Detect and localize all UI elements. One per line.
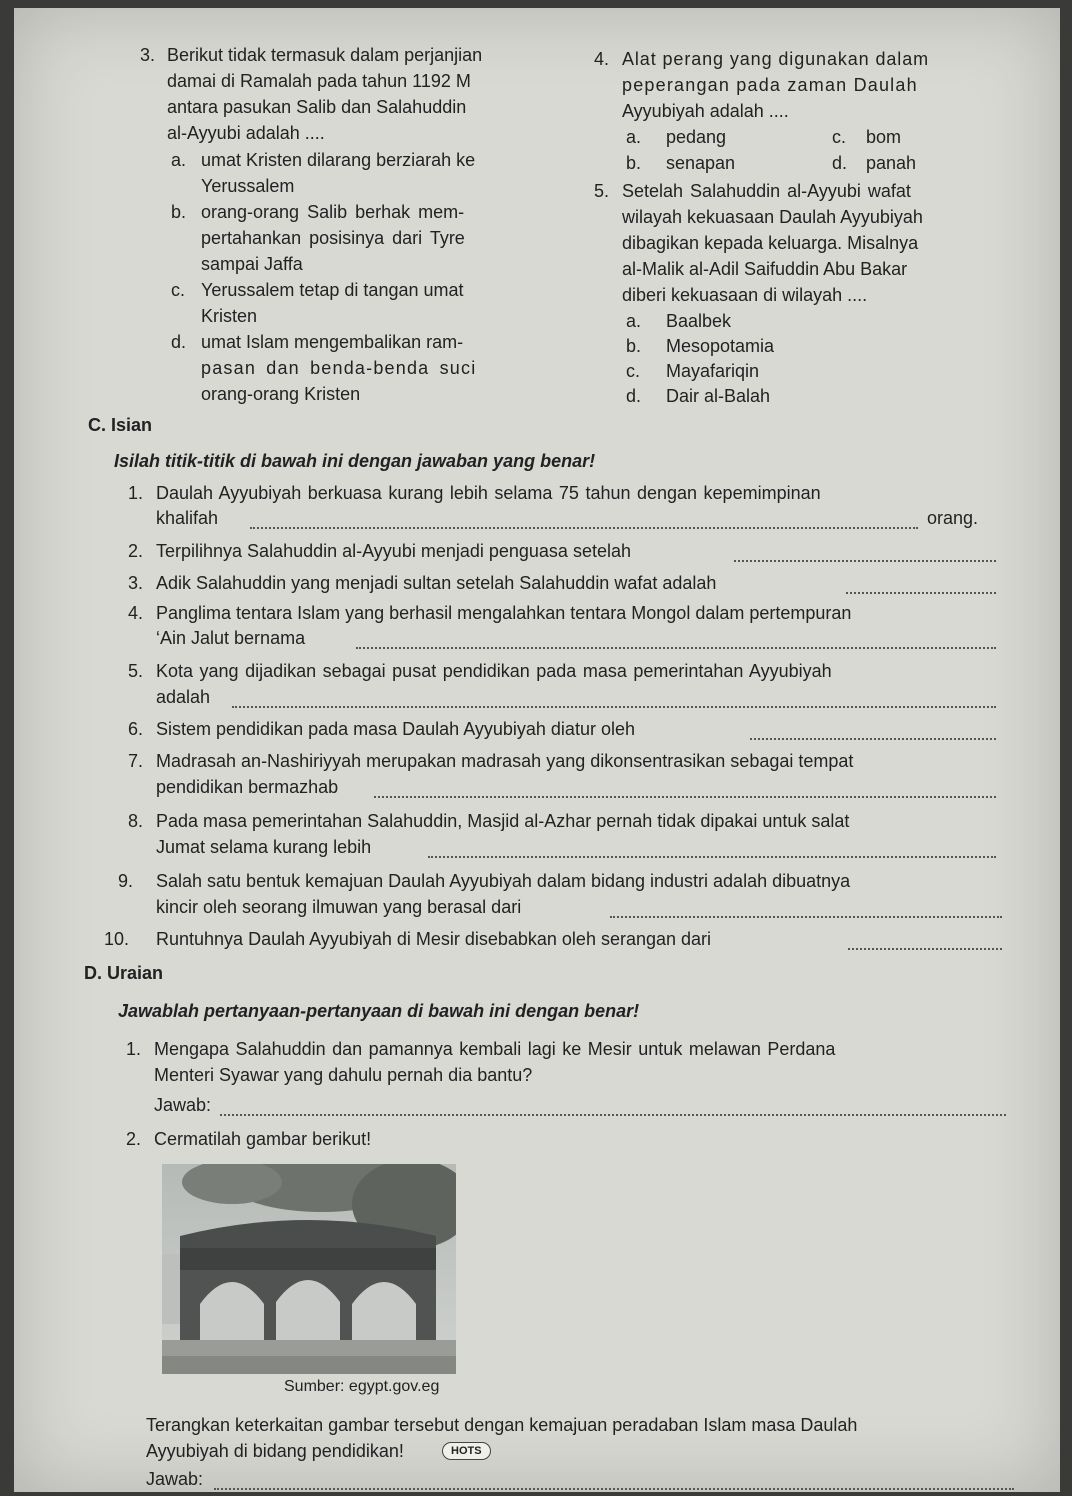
answer-blank[interactable] bbox=[356, 629, 996, 649]
fill-item-text: Kota yang dijadikan sebagai pusat pendidikan pada masa pemerintahan Ayyubiyah bbox=[156, 661, 832, 681]
fill-item-number: 1. bbox=[128, 483, 144, 503]
fill-item-text: Pada masa pemerintahan Salahuddin, Masjid al-Azhar pernah tidak dipakai untuk salat bbox=[156, 811, 850, 831]
q4-option-d-label: d. bbox=[832, 153, 848, 173]
fill-item-text: khalifah bbox=[156, 508, 219, 528]
q5-line: Setelah Salahuddin al-Ayyubi wafat bbox=[622, 181, 911, 201]
essay-question-number: 2. bbox=[126, 1129, 142, 1149]
q3-option-c-label: c. bbox=[171, 280, 186, 300]
q4-option-a-label: a. bbox=[626, 127, 642, 147]
fill-item-number: 8. bbox=[128, 811, 144, 831]
answer-blank[interactable] bbox=[374, 778, 996, 798]
fill-item-text: Jumat selama kurang lebih bbox=[156, 837, 372, 857]
section-d-title: D. Uraian bbox=[84, 963, 164, 983]
answer-blank[interactable] bbox=[232, 688, 996, 708]
q4-option-b-label: b. bbox=[626, 153, 642, 173]
essay-question-text: Ayyubiyah di bidang pendidikan! bbox=[146, 1441, 404, 1461]
q5-option-b: Mesopotamia bbox=[666, 336, 775, 356]
answer-blank[interactable] bbox=[610, 898, 1002, 918]
q3-option-b: sampai Jaffa bbox=[201, 254, 303, 274]
q3-option-d-label: d. bbox=[171, 332, 187, 352]
fill-item-number: 10. bbox=[104, 929, 130, 949]
fill-item-text: Terpilihnya Salahuddin al-Ayyubi menjadi penguasa setelah bbox=[156, 541, 631, 561]
q3-option-b: orang-orang Salib berhak mem- bbox=[201, 202, 465, 222]
q5-option-a: Baalbek bbox=[666, 311, 732, 331]
q4-option-d: panah bbox=[866, 153, 917, 173]
essay-question-text: Mengapa Salahuddin dan pamannya kembali lagi ke Mesir untuk melawan Perdana bbox=[154, 1039, 836, 1059]
hots-badge: HOTS bbox=[442, 1442, 491, 1460]
fill-item-text: Daulah Ayyubiyah berkuasa kurang lebih selama 75 tahun dengan kepemimpinan bbox=[156, 483, 821, 503]
gate-photo bbox=[162, 1164, 456, 1374]
answer-blank[interactable] bbox=[428, 838, 996, 858]
fill-item-text: Adik Salahuddin yang menjadi sultan setelah Salahuddin wafat adalah bbox=[156, 573, 717, 593]
q3-option-b: pertahankan posisinya dari Tyre bbox=[201, 228, 465, 248]
fill-item-text: adalah bbox=[156, 687, 211, 707]
q4-line: Ayyubiyah adalah .... bbox=[622, 101, 789, 121]
fill-item-text: Salah satu bentuk kemajuan Daulah Ayyubiyah dalam bidang industri adalah dibuatnya bbox=[156, 871, 851, 891]
section-c-title: C. Isian bbox=[88, 415, 153, 435]
answer-blank[interactable] bbox=[734, 542, 996, 562]
q3-option-a-label: a. bbox=[171, 150, 187, 170]
q3-option-c: Kristen bbox=[201, 306, 258, 326]
answer-blank[interactable] bbox=[220, 1096, 1006, 1116]
worksheet-page bbox=[14, 8, 1060, 1492]
q3-line: al-Ayyubi adalah .... bbox=[167, 123, 325, 143]
fill-item-number: 5. bbox=[128, 661, 144, 681]
fill-item-text: pendidikan bermazhab bbox=[156, 777, 339, 797]
fill-item-suffix: orang. bbox=[927, 508, 979, 528]
q3-option-a: umat Kristen dilarang berziarah ke bbox=[201, 150, 476, 170]
q5-line: al-Malik al-Adil Saifuddin Abu Bakar bbox=[622, 259, 908, 279]
q5-number: 5. bbox=[594, 181, 610, 201]
essay-question-text: Terangkan keterkaitan gambar tersebut dengan kemajuan peradaban Islam masa Daulah bbox=[146, 1415, 858, 1435]
q4-line: peperangan pada zaman Daulah bbox=[622, 75, 918, 95]
q3-option-d: pasan dan benda-benda suci bbox=[201, 358, 477, 378]
essay-question-text: Cermatilah gambar berikut! bbox=[154, 1129, 372, 1149]
q5-line: dibagikan kepada keluarga. Misalnya bbox=[622, 233, 919, 253]
fill-item-text: ‘Ain Jalut bernama bbox=[156, 628, 306, 648]
fill-item-text: Madrasah an-Nashiriyyah merupakan madrasah yang dikonsentrasikan sebagai tempat bbox=[156, 751, 854, 771]
answer-blank[interactable] bbox=[250, 509, 918, 529]
q3-line: antara pasukan Salib dan Salahuddin bbox=[167, 97, 467, 117]
image-caption: Sumber: egypt.gov.eg bbox=[284, 1378, 440, 1395]
fill-item-text: kincir oleh seorang ilmuwan yang berasal dari bbox=[156, 897, 522, 917]
q5-option-b-label: b. bbox=[626, 336, 642, 356]
q3-line: Berikut tidak termasuk dalam perjanjian bbox=[167, 45, 483, 65]
fill-item-number: 3. bbox=[128, 573, 144, 593]
fill-item-number: 4. bbox=[128, 603, 144, 623]
q3-option-d: orang-orang Kristen bbox=[201, 384, 361, 404]
q3-option-b-label: b. bbox=[171, 202, 187, 222]
fill-item-text: Runtuhnya Daulah Ayyubiyah di Mesir disebabkan oleh serangan dari bbox=[156, 929, 712, 949]
answer-label: Jawab: bbox=[146, 1469, 204, 1489]
q3-option-a: Yerussalem bbox=[201, 176, 295, 196]
q4-option-b: senapan bbox=[666, 153, 736, 173]
q3-option-c: Yerussalem tetap di tangan umat bbox=[201, 280, 464, 300]
answer-blank[interactable] bbox=[846, 574, 996, 594]
q5-option-d: Dair al-Balah bbox=[666, 386, 771, 406]
q4-option-c-label: c. bbox=[832, 127, 847, 147]
fill-item-number: 6. bbox=[128, 719, 144, 739]
essay-question-number: 1. bbox=[126, 1039, 142, 1059]
q3-number: 3. bbox=[140, 45, 156, 65]
q4-number: 4. bbox=[594, 49, 610, 69]
answer-blank[interactable] bbox=[214, 1470, 1014, 1490]
answer-label: Jawab: bbox=[154, 1095, 212, 1115]
q5-option-d-label: d. bbox=[626, 386, 642, 406]
q4-option-a: pedang bbox=[666, 127, 727, 147]
q5-option-c-label: c. bbox=[626, 361, 641, 381]
q4-option-c: bom bbox=[866, 127, 902, 147]
q3-option-d: umat Islam mengembalikan ram- bbox=[201, 332, 464, 352]
q5-line: wilayah kekuasaan Daulah Ayyubiyah bbox=[622, 207, 923, 227]
q5-option-c: Mayafariqin bbox=[666, 361, 760, 381]
answer-blank[interactable] bbox=[750, 720, 996, 740]
section-c-instruction: Isilah titik-titik di bawah ini dengan jawaban yang benar! bbox=[114, 451, 596, 471]
q5-line: diberi kekuasaan di wilayah .... bbox=[622, 285, 868, 305]
q4-line: Alat perang yang digunakan dalam bbox=[622, 49, 929, 69]
fill-item-number: 9. bbox=[118, 871, 134, 891]
fill-item-number: 2. bbox=[128, 541, 144, 561]
answer-blank[interactable] bbox=[848, 930, 1002, 950]
fill-item-text: Sistem pendidikan pada masa Daulah Ayyubiyah diatur oleh bbox=[156, 719, 635, 739]
section-d-instruction: Jawablah pertanyaan-pertanyaan di bawah ini dengan benar! bbox=[118, 1001, 640, 1021]
gate-illustration bbox=[162, 1164, 456, 1374]
essay-question-text: Menteri Syawar yang dahulu pernah dia bantu? bbox=[154, 1065, 533, 1085]
fill-item-text: Panglima tentara Islam yang berhasil mengalahkan tentara Mongol dalam pertempuran bbox=[156, 603, 852, 623]
q5-option-a-label: a. bbox=[626, 311, 642, 331]
q3-line: damai di Ramalah pada tahun 1192 M bbox=[167, 71, 471, 91]
fill-item-number: 7. bbox=[128, 751, 144, 771]
